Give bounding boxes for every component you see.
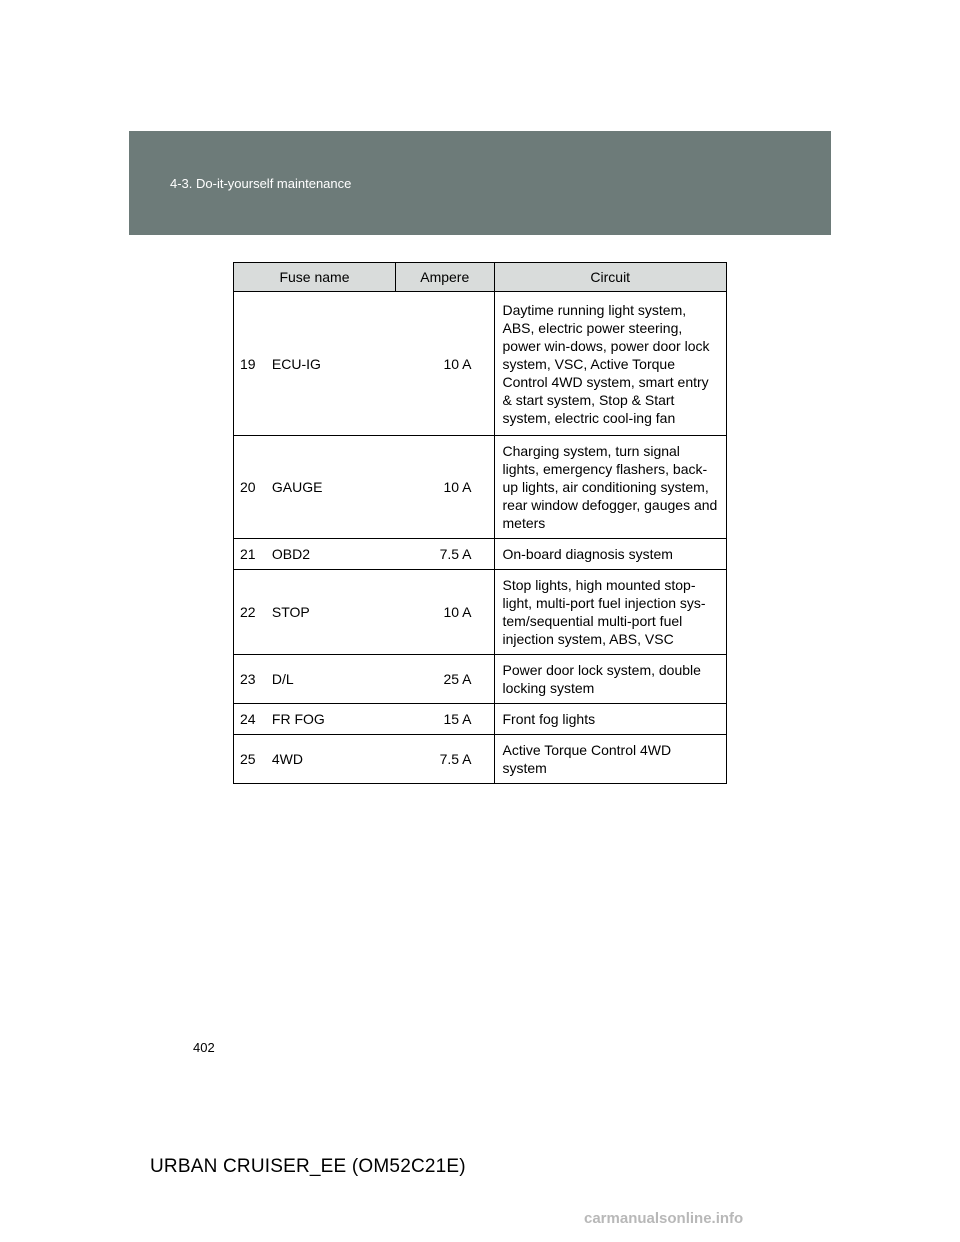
fuse-ampere: 10 A	[396, 292, 495, 436]
fuse-number: 20	[234, 436, 266, 539]
fuse-circuit: Front fog lights	[494, 704, 727, 735]
table-row	[234, 735, 727, 784]
fuse-number: 22	[234, 570, 266, 655]
fuse-circuit: Daytime running light system, ABS, electric power steering, power win-dows, power door lock system, VSC, Active Torque Control 4WD system, smart entry & start system, Stop & Start system, electric cool-ing fan	[494, 292, 727, 436]
fuse-name: D/L	[266, 655, 396, 704]
column-header-circuit: Circuit	[494, 263, 727, 292]
fuse-circuit: Power door lock system, double locking system	[494, 655, 727, 704]
fuse-number: 19	[234, 292, 266, 436]
fuse-number: 23	[234, 655, 266, 704]
fuse-number: 21	[234, 539, 266, 570]
table-header-row	[234, 263, 727, 292]
table-row	[234, 436, 727, 539]
fuse-name: ECU-IG	[266, 292, 396, 436]
fuse-name: FR FOG	[266, 704, 396, 735]
fuse-number: 24	[234, 704, 266, 735]
page-number: 402	[193, 1040, 215, 1055]
fuse-number: 25	[234, 735, 266, 784]
footer-model-code: URBAN CRUISER_EE (OM52C21E)	[150, 1156, 466, 1177]
table-row	[234, 704, 727, 735]
fuse-name: OBD2	[266, 539, 396, 570]
table-row	[234, 539, 727, 570]
table-row	[234, 655, 727, 704]
fuse-ampere: 25 A	[396, 655, 495, 704]
fuse-ampere: 7.5 A	[396, 735, 495, 784]
fuse-ampere: 15 A	[396, 704, 495, 735]
table-row	[234, 570, 727, 655]
fuse-name: STOP	[266, 570, 396, 655]
fuse-name: GAUGE	[266, 436, 396, 539]
column-header-ampere: Ampere	[396, 263, 495, 292]
section-header-band	[129, 131, 831, 235]
fuse-ampere: 10 A	[396, 570, 495, 655]
column-header-fuse-name: Fuse name	[234, 263, 396, 292]
fuse-circuit: Charging system, turn signal lights, emergency flashers, back-up lights, air conditioning system, rear window defogger, gauges and meters	[494, 436, 727, 539]
fuse-circuit: Active Torque Control 4WD system	[494, 735, 727, 784]
fuse-ampere: 10 A	[396, 436, 495, 539]
fuse-circuit: Stop lights, high mounted stop-light, multi-port fuel injection sys-tem/sequential multi-port fuel injection system, ABS, VSC	[494, 570, 727, 655]
section-title: 4-3. Do-it-yourself maintenance	[170, 176, 352, 191]
watermark: carmanualsonline.info	[584, 1210, 744, 1227]
fuse-table	[233, 262, 727, 784]
fuse-ampere: 7.5 A	[396, 539, 495, 570]
table-row	[234, 292, 727, 436]
fuse-name: 4WD	[266, 735, 396, 784]
fuse-circuit: On-board diagnosis system	[494, 539, 727, 570]
